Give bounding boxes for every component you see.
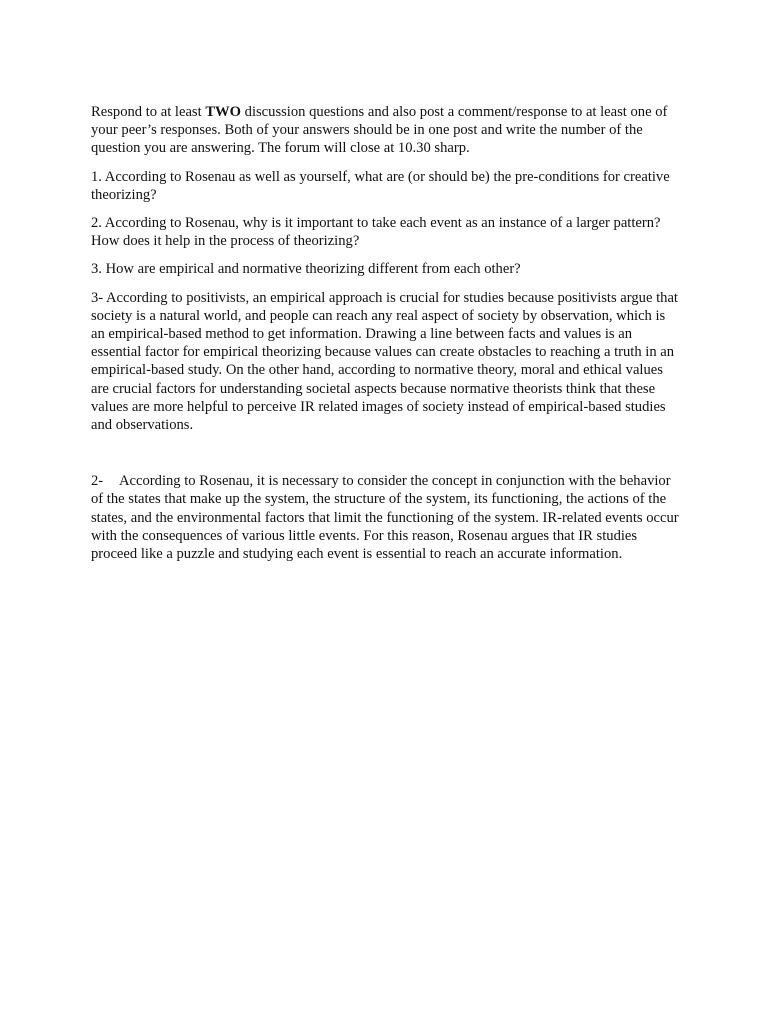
instructions-bold-two: TWO bbox=[205, 104, 241, 120]
question-3: 3. How are empirical and normative theorizing different from each other? bbox=[91, 261, 521, 278]
instructions-text-start: Respond to at least bbox=[91, 104, 206, 120]
answer-2-number: 2- bbox=[91, 473, 104, 490]
question-1: 1. According to Rosenau as well as yourself, what are (or should be) the pre-conditions for creative theorizing? bbox=[91, 168, 670, 203]
document-body bbox=[91, 103, 681, 573]
answer-3-paragraph: 3- According to positivists, an empirical approach is crucial for studies because positivists argue that society is a natural world, and people can reach any real aspect of society by observation, which is an empirical-based method to get information. Drawing a line between facts and values is an essential factor for empirical theorizing because values can create obstacles to reaching a truth in an empirical-based study. On the other hand, according to normative theory, moral and ethical values are crucial factors for understanding societal aspects because normative theorists think that these values are more helpful to perceive IR related images of society instead of empirical-based studies and observations. bbox=[91, 289, 678, 434]
instructions-text-end: discussion questions and also post a comment/response to at least one of your peer’s responses. Both of your answers should be in one post and write the number of the question you are answering. The forum will close at 10.30 sharp. bbox=[91, 104, 668, 157]
question-2: 2. According to Rosenau, why is it important to take each event as an instance of a larger pattern? How does it help in the process of theorizing? bbox=[91, 215, 661, 250]
instructions-paragraph bbox=[91, 103, 681, 158]
answer-2-paragraph bbox=[91, 472, 681, 563]
answer-2-text: According to Rosenau, it is necessary to consider the concept in conjunction with the behavior of the states that make up the system, the structure of the system, its functioning, the actions of the states, and the environmental factors that limit the functioning of the system. IR-related events occur with the consequences of various little events. For this reason, Rosenau argues that IR studies proceed like a puzzle and studying each event is essential to reach an accurate information. bbox=[91, 473, 679, 563]
